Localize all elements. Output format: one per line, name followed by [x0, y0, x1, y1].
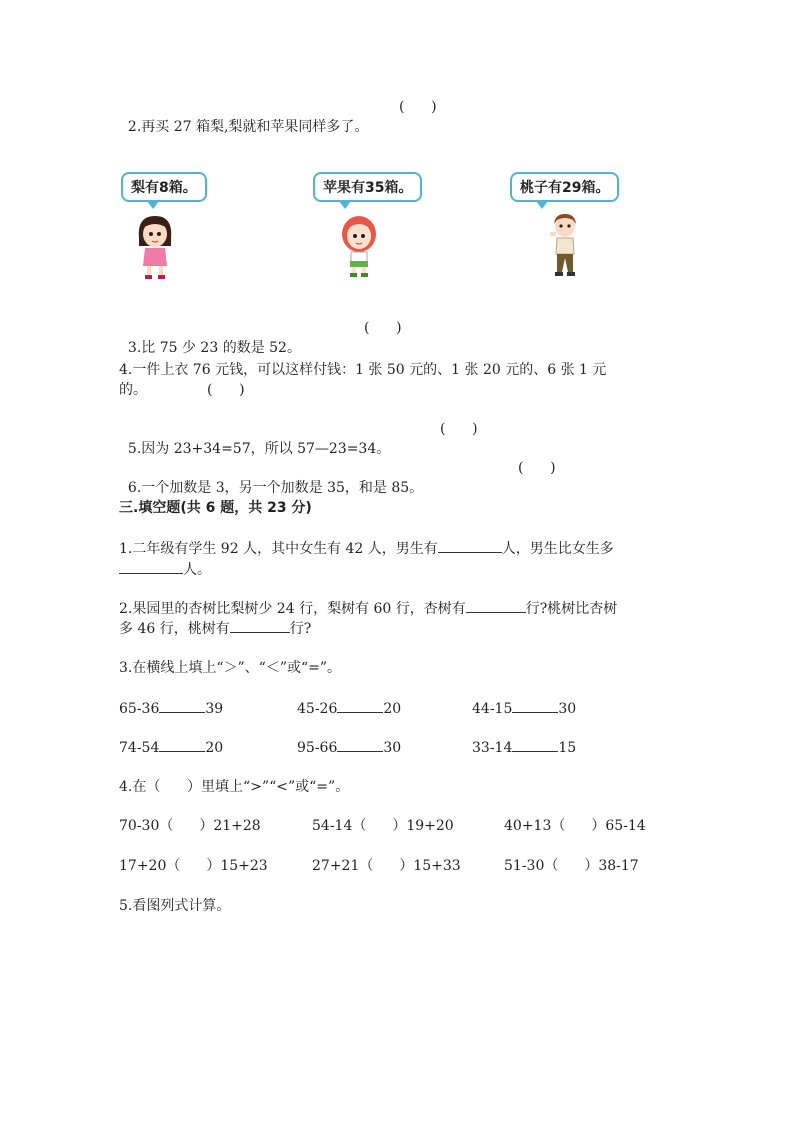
fill-question-2-line-2: 多 46 行，桃树有 行?: [119, 618, 311, 639]
answer-paren-q2[interactable]: ( ): [399, 99, 437, 115]
paren-compare-item: 54-14（ ）19+20: [312, 818, 454, 834]
answer-paren-q5[interactable]: ( ): [440, 421, 478, 437]
question-6: 6.一个加数是 3，另一个加数是 35，和是 85。: [127, 480, 424, 496]
compare-blank[interactable]: [337, 698, 383, 713]
compare-blank[interactable]: [337, 737, 383, 752]
compare-item: 65-36 39: [119, 698, 223, 719]
blank-apricot-rows[interactable]: [466, 598, 526, 613]
question-2-text: 2.再买 27 箱梨,梨就和苹果同样多了。: [127, 119, 369, 135]
paren-compare-item: 17+20（ ）15+23: [119, 858, 268, 874]
question-5: 5.因为 23+34=57，所以 57—23=34。: [127, 441, 391, 457]
question-3: 3.比 75 少 23 的数是 52。: [127, 340, 301, 356]
paren-compare-item: 27+21（ ）15+33: [312, 858, 461, 874]
girl-character-icon: [133, 212, 177, 280]
compare-item: 95-66 30: [297, 737, 401, 758]
speech-bubble-apple: 苹果有35箱。: [313, 172, 422, 202]
boy-character-icon: [545, 212, 585, 278]
fill-question-1-line-2: 人。: [119, 559, 211, 580]
compare-blank[interactable]: [159, 698, 205, 713]
fill-question-1-line-1: 1.二年级有学生 92 人，其中女生有 42 人，男生有 人，男生比女生多: [119, 538, 614, 559]
compare-item: 44-15 30: [472, 698, 576, 719]
speech-bubble-pear: 梨有8箱。: [121, 172, 207, 202]
blank-boys-count[interactable]: [438, 538, 502, 553]
section-3-title: 三.填空题(共 6 题，共 23 分): [119, 500, 312, 516]
compare-blank[interactable]: [159, 737, 205, 752]
compare-item: 33-14 15: [472, 737, 576, 758]
speech-bubble-peach: 桃子有29箱。: [510, 172, 619, 202]
fill-question-4-title: 4.在（ ）里填上“>”“<”或“=”。: [119, 779, 350, 795]
blank-peach-rows[interactable]: [230, 618, 290, 633]
paren-compare-item: 40+13（ ）65-14: [504, 818, 646, 834]
compare-blank[interactable]: [512, 737, 558, 752]
answer-paren-q4[interactable]: ( ): [207, 382, 245, 398]
girl-pear-figure: [121, 172, 207, 202]
answer-paren-q3[interactable]: ( ): [364, 320, 402, 336]
red-hair-girl-character-icon: [337, 212, 381, 278]
fill-question-3-title: 3.在横线上填上“＞”、“＜”或“=”。: [119, 660, 342, 676]
compare-blank[interactable]: [512, 698, 558, 713]
girl-apple-figure: [313, 172, 422, 202]
compare-item: 45-26 20: [297, 698, 401, 719]
fill-question-2-line-1: 2.果园里的杏树比梨树少 24 行，梨树有 60 行，杏树有 行?桃树比杏树: [119, 598, 617, 619]
question-4-line-1: 4.一件上衣 76 元钱，可以这样付钱：1 张 50 元的、1 张 20 元的、6 张 1 元: [119, 362, 607, 378]
paren-compare-item: 70-30（ ）21+28: [119, 818, 261, 834]
compare-item: 74-54 20: [119, 737, 223, 758]
question-4-line-2: 的。: [119, 382, 147, 398]
question-2: [119, 97, 368, 137]
answer-paren-q6[interactable]: ( ): [518, 460, 556, 476]
blank-boys-more[interactable]: [119, 559, 183, 574]
boy-peach-figure: [510, 172, 619, 202]
paren-compare-item: 51-30（ ）38-17: [504, 858, 639, 874]
fill-question-5-title: 5.看图列式计算。: [119, 898, 231, 914]
